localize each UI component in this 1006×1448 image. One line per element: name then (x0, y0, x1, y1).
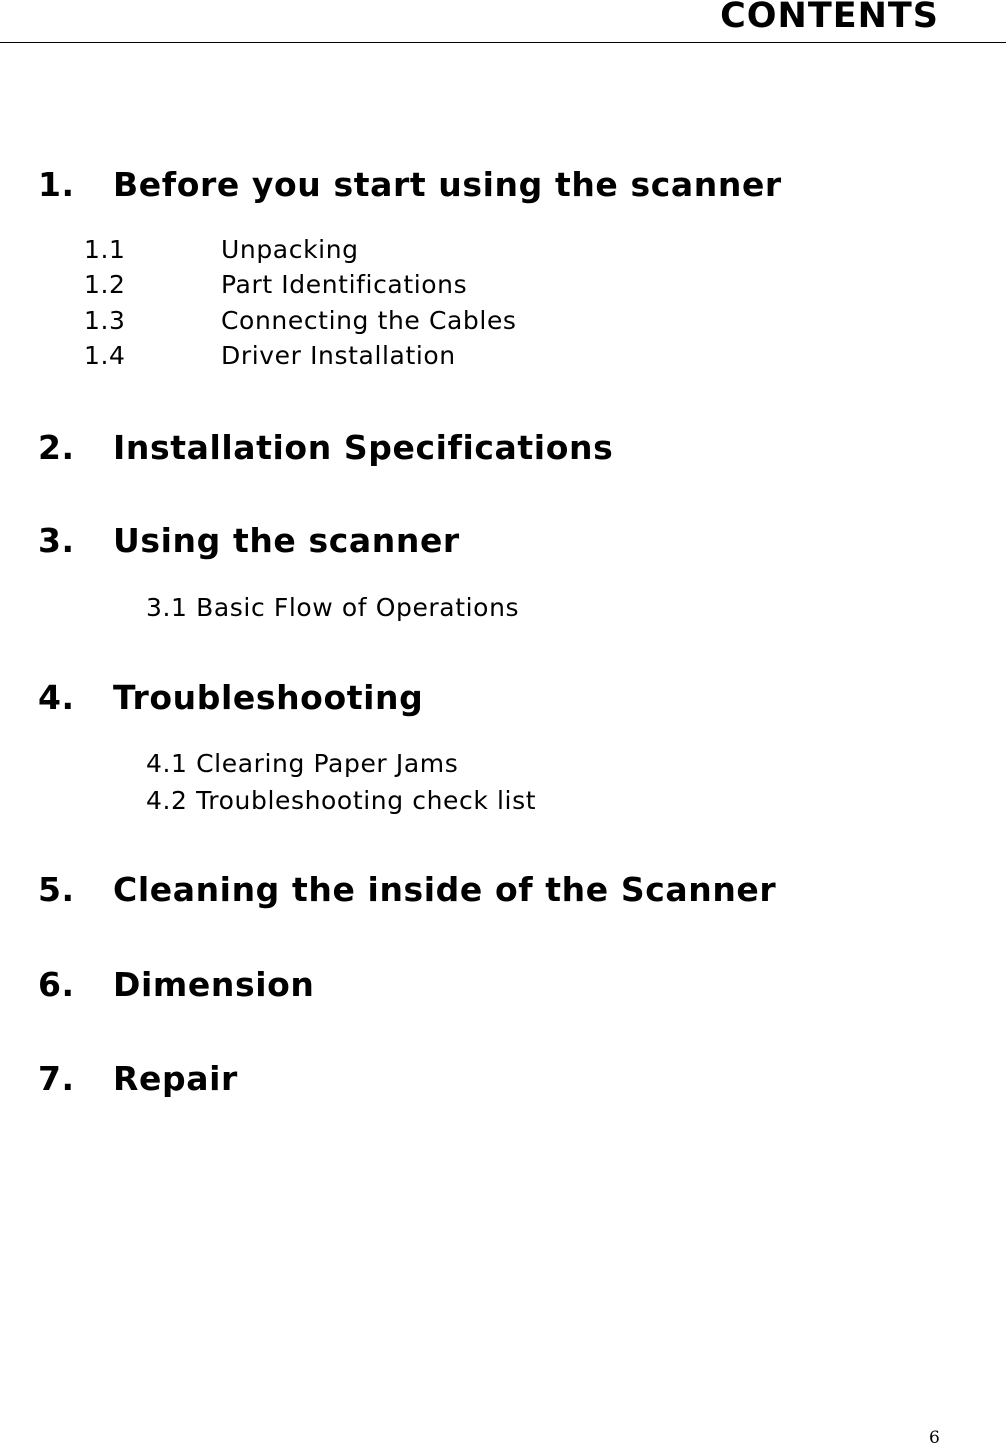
page-number: 6 (929, 1428, 940, 1448)
page-title: CONTENTS (720, 0, 939, 36)
toc-subsection-1-1 (84, 235, 359, 265)
toc-subsection-title: Troubleshooting check list (196, 786, 537, 815)
toc-subsection-number: 1.2 (84, 270, 126, 299)
toc-section-number: 4. (38, 678, 75, 717)
toc-section-title: Cleaning the inside of the Scanner (113, 870, 777, 909)
toc-section-title: Repair (113, 1059, 238, 1098)
toc-section-title: Installation Specifications (113, 428, 614, 467)
toc-section-number: 1. (38, 165, 75, 204)
toc-subsection-number: 4.1 (146, 749, 188, 778)
toc-section-number: 5. (38, 870, 75, 909)
toc-subsection-number: 3.1 (146, 593, 188, 622)
toc-subsection-number: 1.3 (84, 306, 126, 335)
toc-subsection-1-4 (84, 341, 456, 371)
toc-section-title: Dimension (113, 965, 315, 1004)
toc-section-title: Before you start using the scanner (113, 165, 782, 204)
toc-subsection-4-2 (146, 786, 536, 816)
toc-subsection-title: Unpacking (221, 235, 359, 264)
toc-subsection-number: 4.2 (146, 786, 188, 815)
toc-section-5 (38, 870, 776, 910)
toc-section-number: 6. (38, 965, 75, 1004)
toc-subsection-4-1 (146, 749, 458, 779)
toc-subsection-title: Connecting the Cables (221, 306, 517, 335)
toc-section-7 (38, 1059, 238, 1099)
toc-section-number: 7. (38, 1059, 75, 1098)
toc-section-title: Using the scanner (113, 521, 460, 560)
toc-subsection-number: 1.4 (84, 341, 126, 370)
toc-section-number: 2. (38, 428, 75, 467)
toc-section-1 (38, 165, 782, 205)
toc-subsection-1-3 (84, 306, 517, 336)
header-divider (0, 42, 1006, 43)
toc-section-3 (38, 521, 460, 561)
toc-subsection-title: Basic Flow of Operations (196, 593, 520, 622)
toc-subsection-title: Part Identifications (221, 270, 468, 299)
toc-subsection-title: Clearing Paper Jams (196, 749, 459, 778)
toc-section-6 (38, 965, 314, 1005)
toc-subsection-title: Driver Installation (221, 341, 456, 370)
toc-section-title: Troubleshooting (113, 678, 424, 717)
toc-subsection-1-2 (84, 270, 467, 300)
toc-subsection-number: 1.1 (84, 235, 126, 264)
toc-section-number: 3. (38, 521, 75, 560)
toc-section-4 (38, 678, 423, 718)
toc-subsection-3-1 (146, 593, 519, 623)
toc-section-2 (38, 428, 613, 468)
